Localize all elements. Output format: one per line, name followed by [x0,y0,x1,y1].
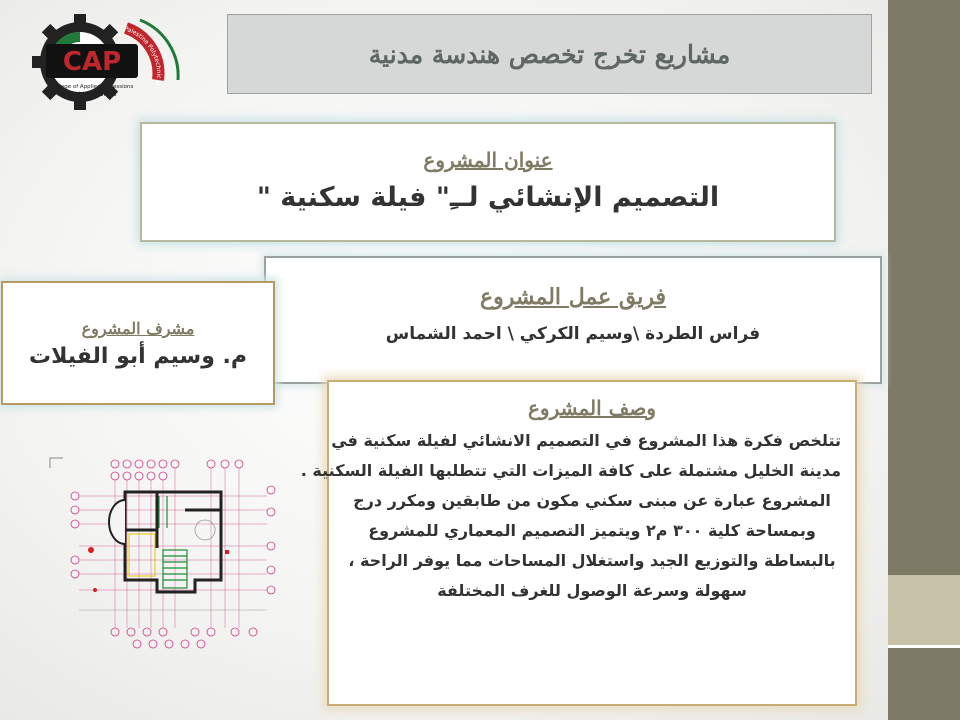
floor-plan-drawing [45,450,295,700]
project-description-label: وصف المشروع [528,396,656,420]
page-title: مشاريع تخرج تخصص هندسة مدنية [368,39,731,69]
description-line: مدينة الخليل مشتملة على كافة الميزات التي تتطلبها الفيلة السكنية . [300,461,841,480]
project-title-card [140,122,836,242]
supervisor-name: م. وسيم أبو الفيلات [28,344,248,369]
description-line: المشروع عبارة عن مبنى سكني مكون من طابقين ومكرر درج [353,491,831,510]
logo-university: Palestine Polytechnic U [123,25,163,86]
logo-college-en: College of Applied Professions [50,84,134,90]
header-banner [227,14,872,94]
college-logo [28,10,198,110]
description-line: تتلخص فكرة هذا المشروع في التصميم الانشائي لفيلة سكنية في [331,431,841,450]
side-bar-middle [888,575,960,645]
description-line: سهولة وسرعة الوصول للغرف المختلفة [437,581,747,600]
project-team-label: فريق عمل المشروع [479,284,666,310]
description-line: وبمساحة كلية ٣٠٠ م٢ ويتميز التصميم المعماري للمشروع [368,521,816,540]
logo-college-ar: كلية المهن التطبيقية [67,91,117,98]
project-title-label: عنوان المشروع [423,148,553,172]
supervisor-card [1,281,275,405]
project-description-text [300,426,841,606]
description-line: بالبساطة والتوزيع الجيد واستغلال المساحات مما يوفر الراحة ، [348,551,836,570]
supervisor-label: مشرف المشروع [81,319,195,338]
project-team-card [264,256,882,384]
side-bar-top [888,0,960,575]
project-team-names: فراس الطردة \وسيم الكركي \ احمد الشماس [385,324,761,344]
project-title-text: التصميم الإنشائي لــِ" فيلة سكنية " [256,182,720,213]
project-description-card [300,380,857,706]
side-bar-bottom [888,648,960,720]
logo-letters: CAP [62,47,122,77]
